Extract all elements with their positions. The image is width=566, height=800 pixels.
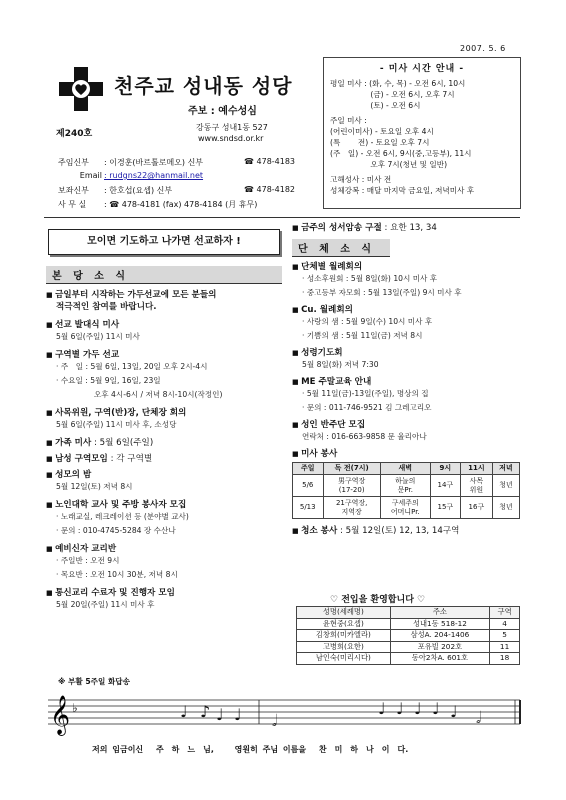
- verse-value: : 요한 13, 34: [381, 223, 437, 233]
- hymn-title: ※ 부활 5주일 화답송: [58, 677, 130, 686]
- service-table-cell: 21구역장, 지역장: [323, 497, 380, 519]
- mass-schedule-list: [330, 78, 514, 196]
- note-icon: 𝅗𝅥: [272, 711, 278, 730]
- table-row: [297, 641, 520, 653]
- news-item-title: [46, 468, 282, 480]
- news-item-detail: : 각 구역별: [107, 454, 153, 464]
- newcomers-table-cell: 포유빌 202호: [390, 641, 489, 653]
- news-item-title-text: 성모의 밤: [55, 470, 92, 480]
- news-item: [46, 452, 282, 464]
- note-icon: ♩: [234, 705, 242, 724]
- mass-schedule-line: (금) - 오전 6시, 오후 7시: [330, 90, 455, 100]
- news-item-title-text: 성인 반주단 모집: [301, 420, 366, 430]
- welcome-title: ♡ 전입을 환영합니다 ♡: [330, 595, 426, 605]
- news-item-detail: 5월 8일(화) 저녁 7:30: [302, 360, 379, 369]
- news-item-title: [46, 542, 282, 554]
- news-item-title-text: 남성 구역모임: [55, 454, 108, 464]
- service-table-cell: 5/6: [293, 475, 324, 497]
- mass-schedule-line: (특 전) - 토요일 오후 7시: [330, 138, 430, 148]
- contact-phone: ☎ 478-4182: [244, 185, 296, 194]
- news-item-title-text: 선교 발대식 미사: [55, 320, 120, 330]
- mass-schedule-line: 고해성사 : 미사 전: [330, 174, 392, 184]
- news-item-title-text: 단체별 월례회의: [301, 262, 363, 272]
- newcomers-table-cell: 18: [490, 653, 520, 665]
- newcomers-table-header: 성명(세례명): [297, 607, 391, 619]
- mass-schedule-box: [323, 57, 521, 209]
- news-item-detail: · 문의 : 010-4745-5284 장 수산나: [56, 526, 176, 535]
- table-row: [293, 497, 520, 519]
- newcomers-table-header: 주소: [390, 607, 489, 619]
- news-item: [292, 447, 524, 459]
- news-item-detail: : 5월 6일(주일): [91, 438, 154, 448]
- service-table-cell: 16구: [461, 497, 493, 519]
- news-item-detail: 오후 4시-6시 / 저녁 8시-10시(작정인): [56, 390, 223, 399]
- news-item: [46, 586, 282, 612]
- contact-office: [58, 199, 257, 210]
- table-row: [297, 618, 520, 630]
- hymn-lyrics: 저의 임금이신 주 하 느 님, 영원히 주님 이름을 찬 미 하 나 이 다.: [92, 745, 409, 754]
- address: 강동구 성내1동 527: [196, 123, 268, 132]
- music-staff: [48, 688, 524, 740]
- news-item-title-text: 가족 미사: [55, 438, 92, 448]
- cleaning-line: [292, 524, 524, 536]
- news-item: [292, 303, 524, 343]
- news-item-detail: · 주일반 : 오전 9시: [56, 556, 120, 565]
- contact-value: : 이경훈(바르톨로메오) 신부: [104, 158, 204, 167]
- note-icon: ♩: [432, 699, 440, 718]
- news-item-detail: 5월 12일(토) 저녁 8시: [56, 482, 133, 491]
- newcomers-table-cell: 삼성A. 204-1406: [390, 630, 489, 642]
- news-item-detail: 적극적인 참여를 바랍니다.: [56, 302, 157, 312]
- note-icon: ♩: [216, 705, 224, 724]
- mass-service-table: [292, 462, 520, 519]
- service-table-header: 9시: [430, 463, 460, 475]
- news-item-detail: 5월 6일(주일) 11시 미사 후, 소성당: [56, 420, 177, 429]
- cleaning-value: : 5월 12일(토) 12, 13, 14구역: [337, 526, 460, 536]
- contact-phone: ☎ 478-4183: [244, 157, 296, 166]
- contact-label: 주임신부: [58, 158, 89, 167]
- news-item-title-text: 사목위원, 구역(반)장, 단체장 회의: [55, 408, 187, 418]
- news-item-title: [46, 436, 282, 448]
- news-item-detail: · 목요반 : 오전 10시 30분, 저녁 8시: [56, 570, 178, 579]
- parish-news-list: [46, 288, 282, 612]
- newcomers-table-cell: 김창희(미카엘라): [297, 630, 391, 642]
- news-item: [46, 468, 282, 494]
- news-item-title-text: 성령기도회: [301, 348, 343, 358]
- news-item: [292, 346, 524, 372]
- news-item: [46, 348, 282, 402]
- mass-schedule-line: (주 일) - 오전 6시, 9시(중,고등부), 11시: [330, 149, 472, 159]
- news-item-detail: · 성소후원회 : 5월 8일(화) 10시 미사 후: [302, 274, 438, 283]
- parish-news-column: [46, 266, 282, 616]
- mass-schedule-line: 성체강복 : 매달 마지막 금요일, 저녁미사 후: [330, 185, 475, 195]
- service-table-header: 새벽: [380, 463, 430, 475]
- contact-label: 보좌신부: [58, 186, 89, 195]
- note-icon: 𝅗𝅥: [476, 708, 482, 727]
- newcomers-table-cell: 5: [490, 630, 520, 642]
- email-link[interactable]: : rudgns22@hanmail.net: [104, 171, 204, 180]
- newcomers-table-cell: 윤현중(요셉): [297, 618, 391, 630]
- church-name: 천주교 성내동 성당: [114, 74, 293, 98]
- note-icon: ♩: [414, 699, 422, 718]
- service-table-cell: 15구: [430, 497, 460, 519]
- website-link[interactable]: www.sndsd.or.kr: [198, 134, 264, 143]
- news-item-detail: · 중고등부 자모회 : 5월 13일(주일) 9시 미사 후: [302, 288, 462, 297]
- newcomers-table-cell: 11: [490, 641, 520, 653]
- mass-schedule-line: (토) - 오전 6시: [330, 101, 421, 111]
- mass-schedule-line: 오후 7시(청년 및 일반): [330, 160, 448, 170]
- contact-value: : ☎ 478-4181 (fax) 478-4184 (月 휴무): [104, 200, 258, 209]
- news-item-detail: · 문의 : 011-746-9521 김 그레고리오: [302, 403, 432, 412]
- mass-schedule-line: 평일 미사 : (화, 수, 목) - 오전 6시, 10시: [330, 79, 466, 88]
- news-item-title-text: ME 주말교육 안내: [301, 377, 372, 387]
- news-item: [46, 288, 282, 314]
- news-item-title: [46, 288, 282, 300]
- contact-email: [58, 171, 203, 180]
- newcomers-table-cell: 남인숙(미리시다): [297, 653, 391, 665]
- flat-sign-icon: ♭: [72, 701, 78, 715]
- news-item: [46, 406, 282, 432]
- verse-title: 금주의 성서암송 구절: [301, 223, 382, 233]
- news-item-detail: · 주 일 : 5월 6일, 13일, 20일 오후 2시-4시: [56, 362, 208, 371]
- news-item-detail: 5월 20일(주일) 11시 미사 후: [56, 600, 155, 609]
- news-item-detail: · 기쁨의 샘 : 5월 11일(금) 저녁 8시: [302, 331, 423, 340]
- news-item-title: [46, 452, 282, 464]
- cross-logo-icon: [58, 66, 104, 112]
- mass-schedule-line: (어린이미사) - 토요일 오후 4시: [330, 126, 434, 136]
- news-item: [292, 418, 524, 444]
- bulletin-date: 2007. 5. 6: [460, 44, 506, 53]
- news-item-title-text: 예비신자 교리반: [55, 544, 117, 554]
- news-item: [46, 542, 282, 582]
- service-table-cell: 하늘의 문Pr.: [380, 475, 430, 497]
- note-icon: ♩: [396, 699, 404, 718]
- news-item-title: [292, 418, 524, 430]
- newcomers-table-cell: 4: [490, 618, 520, 630]
- contact-label: Email: [79, 171, 102, 180]
- news-item-detail: · 사랑의 샘 : 5월 9일(수) 10시 미사 후: [302, 317, 433, 326]
- patron: 주보 : 예수성심: [188, 106, 257, 117]
- contact-assistant: [58, 185, 172, 196]
- newcomers-table-cell: 동아2차A. 601호: [390, 653, 489, 665]
- news-item: [292, 375, 524, 415]
- news-item: [46, 498, 282, 538]
- notes: [180, 699, 481, 730]
- news-item-title: [292, 375, 524, 387]
- note-icon: ♩: [450, 702, 458, 721]
- service-table-cell: 구세주의 어머니Pr.: [380, 497, 430, 519]
- service-table-header: 11시: [461, 463, 493, 475]
- service-table-header: 독 전(7시): [323, 463, 380, 475]
- service-table-cell: 14구: [430, 475, 460, 497]
- group-news-column: [292, 219, 524, 536]
- issue-number: 제240호: [56, 129, 93, 139]
- news-item: [46, 436, 282, 448]
- news-item-title-text: 금일부터 시작하는 가두선교에 모든 분들의: [55, 290, 217, 300]
- verse-line: [292, 219, 524, 235]
- news-item-title: [292, 303, 524, 315]
- table-row: [297, 653, 520, 665]
- news-item-title: [46, 406, 282, 418]
- news-item-title: [46, 498, 282, 510]
- newcomers-table-cell: 고병희(요한): [297, 641, 391, 653]
- service-table-header: 저녁: [492, 463, 519, 475]
- note-icon: ♩: [180, 702, 188, 721]
- mass-schedule-line: 주일 미사 :: [330, 115, 367, 125]
- mass-schedule-title: - 미사 시간 안내 -: [379, 64, 465, 74]
- news-item-detail: · 5월 11일(금)-13일(주일), 명상의 집: [302, 389, 429, 398]
- service-table-header: 주일: [293, 463, 324, 475]
- table-row: [293, 475, 520, 497]
- news-item-detail: 연락처 : 016-663-9858 문 율리아나: [302, 432, 427, 441]
- news-item-title: [292, 346, 524, 358]
- news-item-detail: · 수요일 : 5월 9일, 16일, 23일: [56, 376, 161, 385]
- news-item-title: [292, 447, 524, 459]
- service-table-cell: 사목 위원: [461, 475, 493, 497]
- news-item-title: [46, 318, 282, 330]
- service-table-cell: 5/13: [293, 497, 324, 519]
- newcomers-table-header: 구역: [490, 607, 520, 619]
- newcomers-table: [296, 606, 520, 665]
- news-item-title-text: 구역별 가두 선교: [55, 350, 120, 360]
- news-item-detail: · 노래교실, 레크레이션 등 (분야별 교사): [56, 512, 189, 521]
- group-news-list: [292, 260, 524, 459]
- treble-clef-icon: 𝄞: [50, 695, 71, 735]
- table-row: [297, 630, 520, 642]
- news-item: [46, 318, 282, 344]
- parish-news-heading: 본 당 소 식: [46, 266, 282, 284]
- contact-label: 사 무 실: [58, 200, 87, 209]
- group-news-heading: 단 체 소 식: [292, 239, 390, 257]
- news-item-detail: 5월 6일(주일) 11시 미사: [56, 332, 140, 341]
- news-item-title-text: 미사 봉사: [301, 449, 338, 459]
- service-table-cell: 청년: [492, 475, 519, 497]
- news-item-title-text: 통신교리 수료자 및 진행자 모임: [55, 588, 175, 598]
- news-item-title-text: Cu. 월례회의: [301, 305, 353, 315]
- slogan-banner: 모이면 기도하고 나가면 선교하자 !: [48, 229, 280, 255]
- note-icon: ♩: [378, 699, 386, 718]
- news-item-title: [46, 348, 282, 360]
- service-table-cell: 男구역장 (17-20): [323, 475, 380, 497]
- contact-pastor: [58, 157, 203, 168]
- news-item-title-text: 노인대학 교사 및 주방 봉사자 모집: [55, 500, 187, 510]
- cleaning-title: 청소 봉사: [301, 526, 338, 536]
- news-item-title: [292, 260, 524, 272]
- service-table-cell: 청년: [492, 497, 519, 519]
- news-item: [292, 260, 524, 300]
- news-item-title: [46, 586, 282, 598]
- newcomers-table-cell: 성내1동 518-12: [390, 618, 489, 630]
- contact-value: : 한호섭(요셉) 신부: [104, 186, 173, 195]
- note-icon: ♪: [200, 702, 211, 721]
